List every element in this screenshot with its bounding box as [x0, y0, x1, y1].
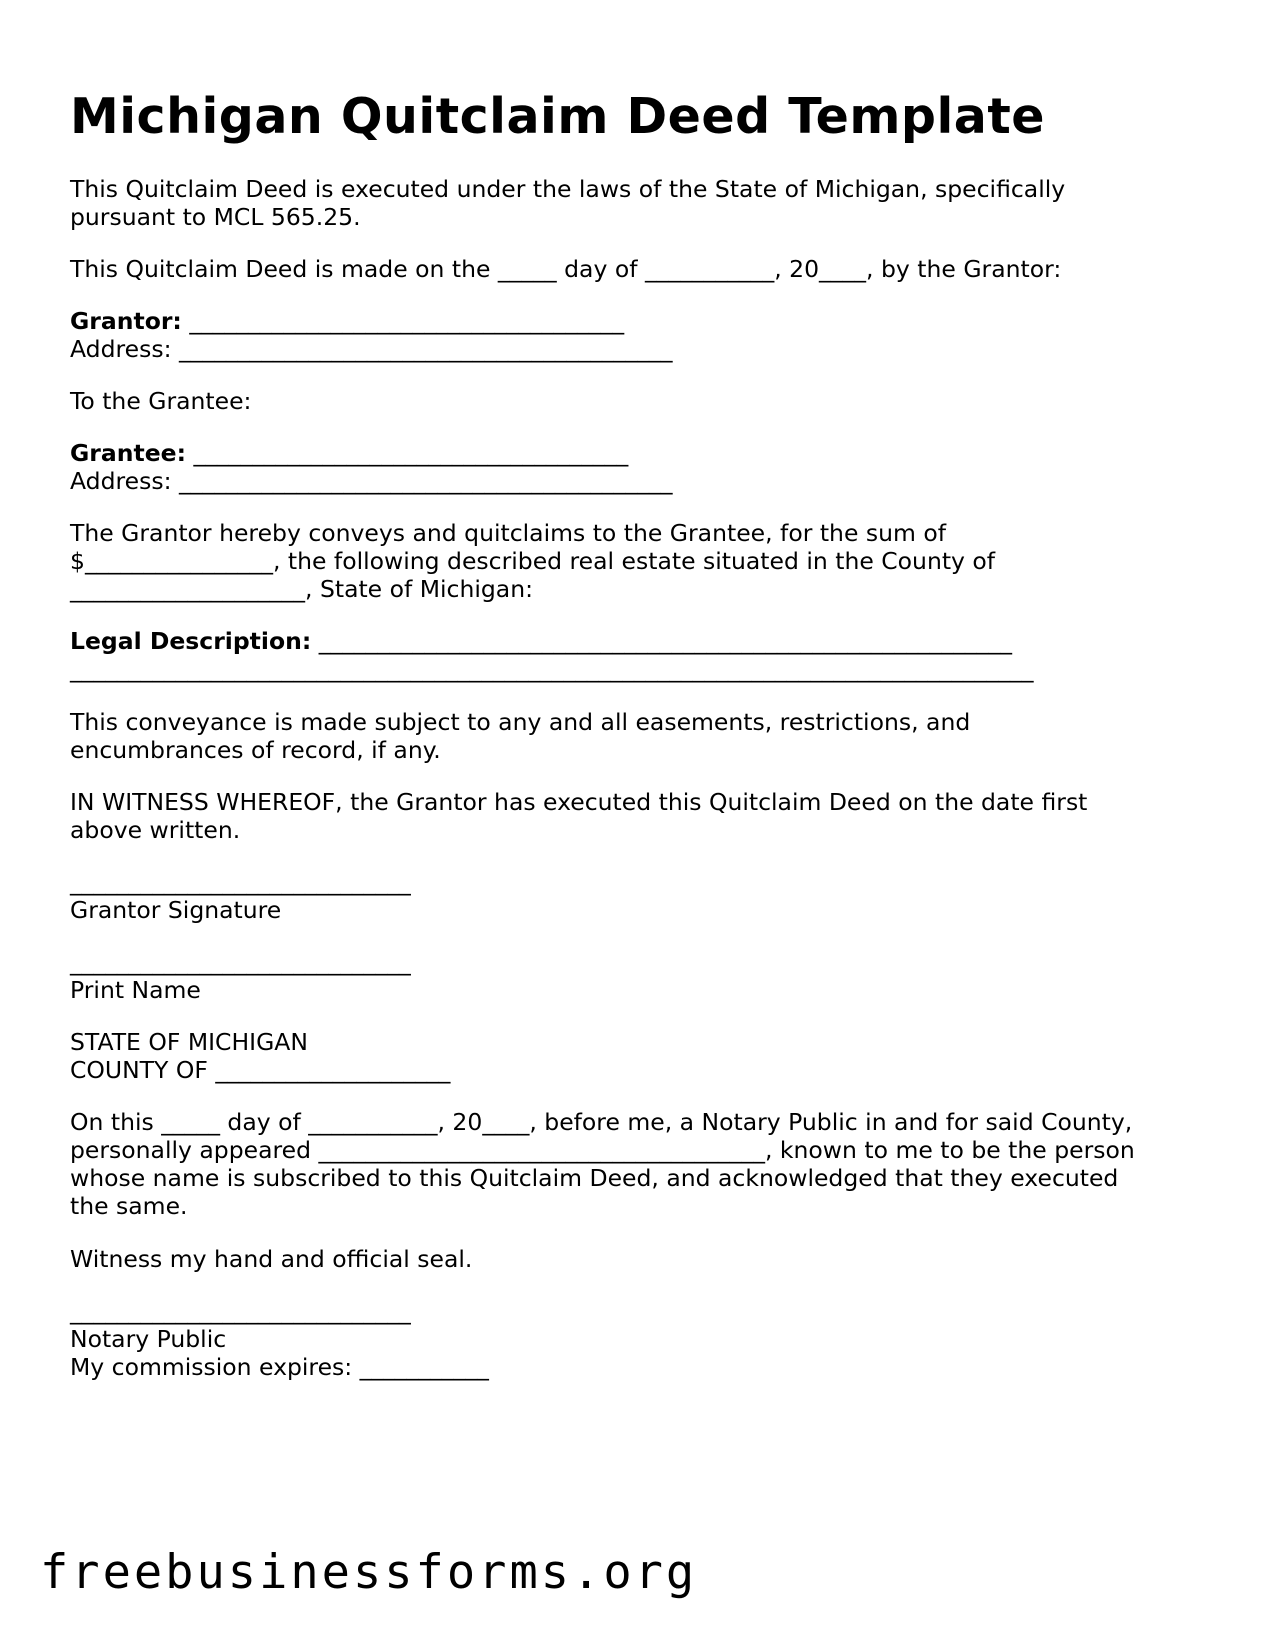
- grantee-name-blank: _____________________________________: [185, 439, 629, 467]
- legal-description-blank: ___________________________________________________________: [311, 627, 1012, 655]
- watermark-text: freebusinessforms.org: [40, 1545, 698, 1600]
- print-name-line: _____________________________: [70, 948, 411, 976]
- legal-description-line-2: __________________________________________________________________________________: [70, 655, 1034, 683]
- notary-county: COUNTY OF ____________________: [70, 1056, 451, 1084]
- grantee-label: Grantee:: [70, 439, 186, 467]
- grantee-row: [70, 439, 628, 468]
- grantor-name-blank: _____________________________________: [181, 307, 625, 335]
- witness-line-1: IN WITNESS WHEREOF, the Grantor has executed this Quitclaim Deed on the date first: [70, 788, 1088, 816]
- conveys-line-3: ____________________, State of Michigan:: [70, 575, 534, 603]
- grantor-signature-label: Grantor Signature: [70, 896, 282, 924]
- commission-expires: My commission expires: ___________: [70, 1353, 489, 1381]
- to-grantee-text: To the Grantee:: [70, 387, 252, 415]
- notary-public-label: Notary Public: [70, 1325, 227, 1353]
- grantor-row: [70, 307, 624, 336]
- conveys-line-2: $________________, the following described real estate situated in the County of: [70, 547, 996, 575]
- official-seal-text: Witness my hand and official seal.: [70, 1245, 473, 1273]
- made-on-line: This Quitclaim Deed is made on the _____ day of ___________, 20____, by the Grantor:: [70, 255, 1062, 283]
- conveys-line-1: The Grantor hereby conveys and quitclaims to the Grantee, for the sum of: [70, 519, 947, 547]
- intro-line-2: pursuant to MCL 565.25.: [70, 203, 361, 231]
- witness-line-2: above written.: [70, 816, 241, 844]
- notary-body-line-1: On this _____ day of ___________, 20____, before me, a Notary Public in and for said County,: [70, 1108, 1133, 1136]
- subject-line-2: encumbrances of record, if any.: [70, 736, 441, 764]
- notary-body-line-4: the same.: [70, 1192, 188, 1220]
- subject-line-1: This conveyance is made subject to any and all easements, restrictions, and: [70, 708, 971, 736]
- grantee-address: Address: __________________________________________: [70, 467, 673, 495]
- notary-body-line-2: personally appeared ______________________________________, known to me to be the person: [70, 1136, 1135, 1164]
- grantor-signature-line: _____________________________: [70, 868, 411, 896]
- intro-line-1: This Quitclaim Deed is executed under the laws of the State of Michigan, specifically: [70, 175, 1066, 203]
- grantor-label: Grantor:: [70, 307, 182, 335]
- notary-signature-line: _____________________________: [70, 1297, 411, 1325]
- page-title: Michigan Quitclaim Deed Template: [70, 88, 1046, 145]
- notary-body-line-3: whose name is subscribed to this Quitclaim Deed, and acknowledged that they executed: [70, 1164, 1119, 1192]
- notary-state: STATE OF MICHIGAN: [70, 1028, 308, 1056]
- legal-description-row: [70, 627, 1012, 656]
- grantor-address: Address: __________________________________________: [70, 335, 673, 363]
- print-name-label: Print Name: [70, 976, 201, 1004]
- legal-description-label: Legal Description:: [70, 627, 312, 655]
